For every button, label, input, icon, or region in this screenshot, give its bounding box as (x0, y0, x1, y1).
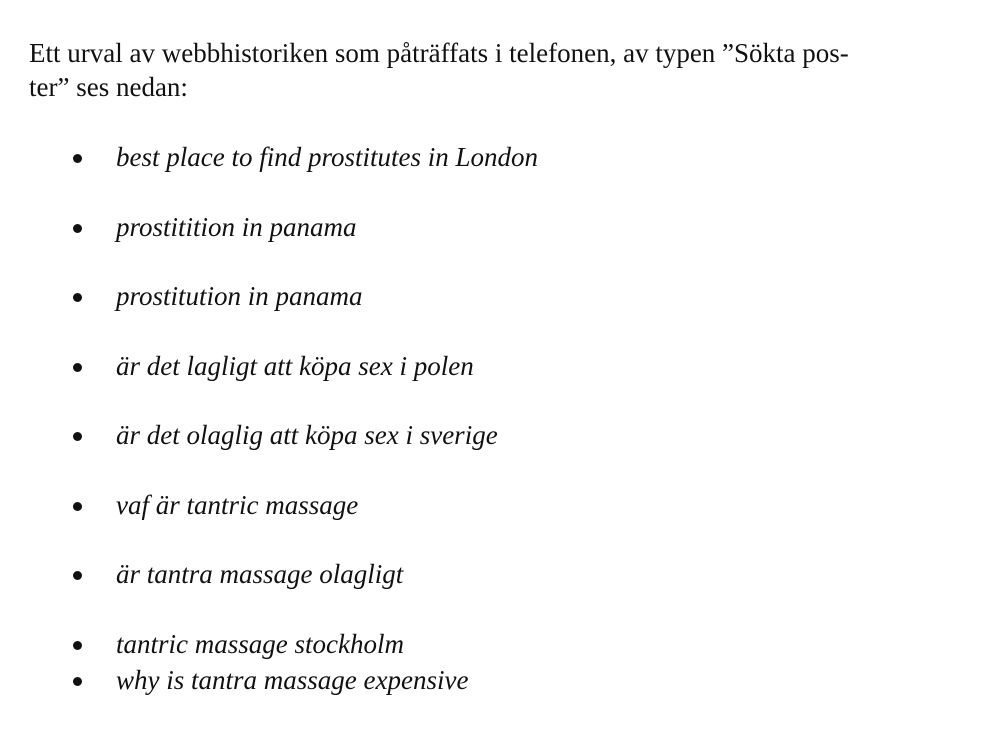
bullet-icon (73, 502, 82, 511)
bullet-icon (73, 363, 82, 372)
intro-paragraph (29, 36, 929, 104)
search-term: är tantra massage olagligt (116, 559, 404, 589)
search-term: prostitution in panama (116, 281, 363, 311)
search-term: tantric massage stockholm (116, 629, 404, 659)
bullet-icon (73, 571, 82, 580)
search-term: är det lagligt att köpa sex i polen (116, 351, 474, 381)
list-item (0, 278, 900, 314)
list-item (0, 209, 900, 245)
list-item (0, 417, 900, 453)
intro-line-1: Ett urval av webbhistoriken som påträffats i telefonen, av typen ”Sökta pos- (29, 38, 849, 68)
list-item (0, 626, 900, 662)
list-item (0, 348, 900, 384)
bullet-icon (73, 154, 82, 163)
bullet-icon (73, 677, 82, 686)
search-term: vaf är tantric massage (116, 490, 359, 520)
search-term: prostitition in panama (116, 212, 357, 242)
search-term: best place to find prostitutes in London (116, 142, 538, 172)
list-item (0, 139, 900, 175)
intro-line-2: ter” ses nedan: (29, 72, 188, 102)
search-term: why is tantra massage expensive (116, 665, 469, 695)
bullet-icon (73, 293, 82, 302)
bullet-icon (73, 224, 82, 233)
bullet-icon (73, 432, 82, 441)
bullet-icon (73, 641, 82, 650)
list-item (0, 556, 900, 592)
list-item (0, 662, 900, 698)
search-term: är det olaglig att köpa sex i sverige (116, 420, 498, 450)
list-item (0, 487, 900, 523)
